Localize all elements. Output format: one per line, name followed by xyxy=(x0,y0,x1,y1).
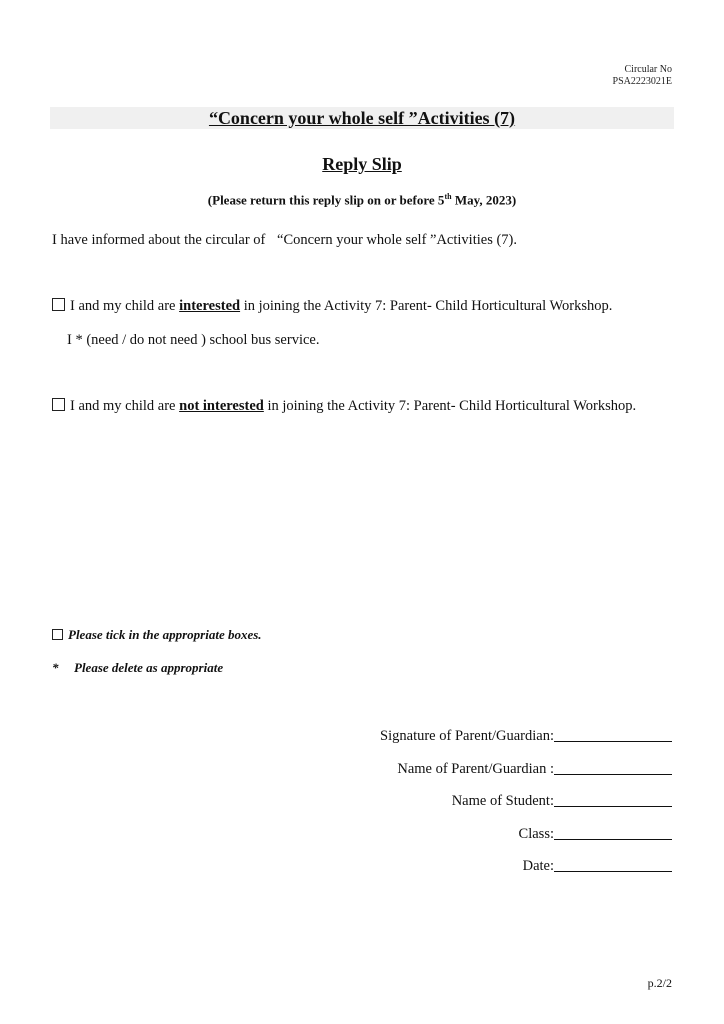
delete-instruction-text: Please delete as appropriate xyxy=(74,660,224,675)
not-interested-post: in joining the Activity 7: Parent- Child Horticultural Workshop. xyxy=(263,398,637,414)
reply-slip-heading: Reply Slip xyxy=(322,154,402,174)
interested-keyword: interested xyxy=(179,298,241,314)
document-title xyxy=(50,107,674,129)
not-interested-keyword: not interested xyxy=(179,398,264,414)
circular-number: PSA2223021E xyxy=(612,76,672,87)
date-label: Date: xyxy=(522,858,554,874)
parent-name-label: Name of Parent/Guardian : xyxy=(397,761,554,777)
asterisk-marker: * xyxy=(52,660,59,675)
informed-statement xyxy=(52,232,517,249)
informed-text: I have informed about the circular of xyxy=(52,232,270,248)
class-blank[interactable] xyxy=(554,825,672,840)
signature-field xyxy=(380,727,672,745)
tick-instruction-text: Please tick in the appropriate boxes. xyxy=(68,627,262,642)
not-interested-pre: I and my child are xyxy=(70,398,180,414)
signature-label: Signature of Parent/Guardian: xyxy=(380,728,554,744)
instruction-box-icon xyxy=(52,629,63,640)
date-field xyxy=(523,857,672,875)
note-superscript: th xyxy=(444,192,452,201)
title-text: “Concern your whole self ”Activities (7) xyxy=(208,108,516,128)
parent-name-field xyxy=(397,760,672,778)
note-suffix: May, 2023) xyxy=(451,192,517,208)
date-blank[interactable] xyxy=(554,857,672,872)
signature-blank[interactable] xyxy=(554,727,672,742)
class-field xyxy=(519,825,672,843)
interested-checkbox[interactable] xyxy=(52,298,65,311)
note-prefix: (Please return this reply slip on or before 5 xyxy=(207,192,445,208)
parent-name-blank[interactable] xyxy=(554,760,672,775)
not-interested-checkbox[interactable] xyxy=(52,398,65,411)
bus-service-line: I * (need / do not need ) school bus service. xyxy=(67,332,320,348)
return-deadline-note xyxy=(0,192,724,208)
student-name-field xyxy=(452,792,672,810)
interested-pre: I and my child are xyxy=(70,298,180,314)
tick-instruction xyxy=(52,627,262,644)
circular-label: Circular No xyxy=(624,64,672,75)
option-not-interested xyxy=(52,398,636,415)
option-interested xyxy=(52,298,612,315)
interested-post: in joining the Activity 7: Parent- Child Horticultural Workshop. xyxy=(240,298,613,314)
student-name-label: Name of Student: xyxy=(451,793,554,809)
page-number: p.2/2 xyxy=(647,976,672,990)
delete-instruction xyxy=(52,660,223,677)
student-name-blank[interactable] xyxy=(554,792,672,807)
class-label: Class: xyxy=(518,826,554,842)
informed-activity: “Concern your whole self ”Activities (7). xyxy=(277,232,517,248)
circular-number-block xyxy=(613,64,672,88)
